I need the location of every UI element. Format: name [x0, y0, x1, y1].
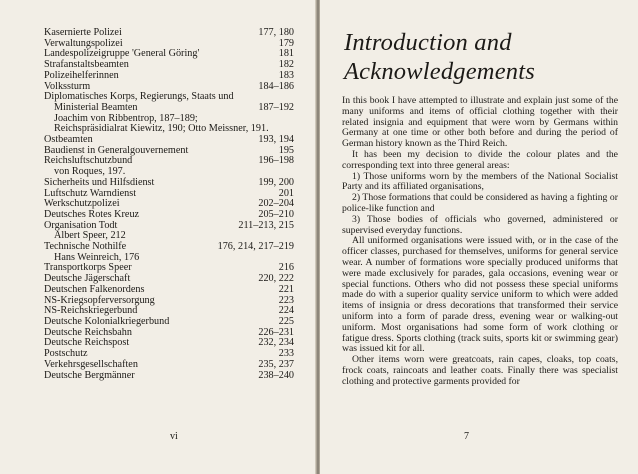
index-entry-name: Verkehrsgesellschaften [44, 358, 138, 370]
body-paragraph: 1) Those uniforms worn by the members of the National Socialist Party and its affiliated organisations, [342, 170, 618, 193]
page-number-left: vi [170, 431, 178, 442]
index-entry-pages: 226–231 [258, 326, 294, 338]
index-entry-pages: 235, 237 [258, 358, 294, 370]
index-entry-pages: 224 [278, 305, 294, 317]
index-entry-name: Transportkorps Speer [44, 262, 132, 274]
index-entry-pages: 223 [278, 294, 294, 306]
index-entry-pages: 233 [278, 348, 294, 360]
index-entry-pages: 181 [278, 48, 294, 60]
index-entry-name: Polizeihelferinnen [44, 69, 119, 81]
page-number-right: 7 [464, 431, 469, 442]
index-entry-name: Baudienst in Generalgouvernement [44, 144, 189, 156]
index-entry-name: Diplomatisches Korps, Regierungs, Staats und [44, 91, 234, 103]
index-entry-name: von Roques, 197. [54, 166, 126, 178]
body-paragraph: Other items worn were greatcoats, rain capes, cloaks, top coats, frock coats, raincoats and leather coats. Finally there was specialist clothing and protective garments provided for [342, 354, 618, 387]
index-entry-pages: 221 [278, 283, 294, 295]
index-entry-pages: 182 [278, 59, 294, 71]
index-entry-name: Deutsche Bergmänner [44, 369, 135, 381]
index-entry-pages: 216 [278, 262, 294, 274]
index-entry-pages: 225 [278, 315, 294, 327]
index-entry-name: Ostbeamten [44, 134, 93, 146]
body-text [342, 96, 618, 388]
index-entry-pages: 196–198 [258, 155, 294, 167]
index-entry-name: Luftschutz Warndienst [44, 187, 137, 199]
index-entry-pages: 176, 214, 217–219 [217, 241, 294, 253]
index-entry-name: Reichsluftschutzbund [44, 155, 133, 167]
body-paragraph: 3) Those bodies of officials who governed, administered or supervised everyday functions. [342, 213, 618, 236]
index-entry-pages: 199, 200 [258, 176, 294, 188]
index-entry-name: Technische Nothilfe [44, 241, 127, 253]
index-list [44, 28, 294, 381]
index-entry-pages: 238–240 [258, 369, 294, 381]
index-entry-name: Deutsche Jägerschaft [44, 273, 131, 285]
index-entry-pages: 202–204 [258, 198, 294, 210]
index-entry [44, 360, 294, 371]
body-paragraph: All uniformed organisations were issued with, or in the case of the officer classes, purchased for themselves, uniforms for general service wear. A number of formations wore specially produced uniforms that were made exclusively for parades, gala occasions, evening wear or special functions. Others who did not possess these special uniforms made do with a superior quality service uniform to which were added items of insignia or dress decorations that transformed their service uniform into a form of parade dress, evening wear or walking-out uniform. Most organisations had some form of work clothing or fatigue dress. Sports clothing (track suits, sports kit or swimming gear) was issued kit for all. [342, 235, 618, 355]
index-entry [44, 178, 294, 189]
index-entry-name: Kasernierte Polizei [44, 27, 122, 38]
index-entry-name: Deutsche Reichspost [44, 337, 130, 349]
index-entry-name: Strafanstaltsbeamten [44, 59, 129, 71]
index-entry-name: Verwaltungspolizei [44, 37, 123, 49]
body-paragraph: In this book I have attempted to illustrate and explain just some of the many uniforms and items of official clothing together with their related insignia and equipment that were worn by Germans within Germany at one time or other both before and during the period of German history known as the Third Reich. [342, 95, 618, 150]
index-entry-name: Deutsches Rotes Kreuz [44, 208, 140, 220]
index-entry-pages: 177, 180 [258, 27, 294, 38]
index-entry-name: NS-Kriegsopferversorgung [44, 294, 155, 306]
chapter-title-line-1: Introduction and [344, 29, 512, 56]
index-entry-pages: 220, 222 [258, 273, 294, 285]
index-entry-pages: 201 [278, 187, 294, 199]
index-entry-name: Deutsche Kolonialkriegerbund [44, 315, 170, 327]
index-entry-pages: 193, 194 [258, 134, 294, 146]
index-entry-name: Landespolizeigruppe 'General Göring' [44, 48, 200, 60]
index-entry-name: Albert Speer, 212 [54, 230, 126, 242]
index-entry-pages: 184–186 [258, 80, 294, 92]
index-entry-name: Deutschen Falkenordens [44, 283, 145, 295]
index-entry-name: Sicherheits und Hilfsdienst [44, 176, 155, 188]
index-entry-name: Werkschutzpolizei [44, 198, 120, 210]
index-entry-pages: 195 [278, 144, 294, 156]
index-entry-name: Reichspräsidialrat Kiewitz, 190; Otto Meissner, 191. [54, 123, 269, 135]
index-entry-pages: 211–213, 215 [238, 219, 294, 231]
index-entry-name: NS-Reichskriegerbund [44, 305, 138, 317]
index-entry-name: Hans Weinreich, 176 [54, 251, 140, 263]
chapter-title [344, 28, 634, 86]
index-entry [44, 371, 294, 382]
index-entry-name: Deutsche Reichsbahn [44, 326, 132, 338]
body-paragraph: 2) Those formations that could be considered as having a fighting or police-like function and [342, 192, 618, 214]
index-entry-name: Volkssturm [44, 80, 91, 92]
index-entry [44, 71, 294, 82]
index-entry-name: Postschutz [44, 348, 88, 360]
index-entry-pages: 232, 234 [258, 337, 294, 349]
index-entry-pages: 205–210 [258, 208, 294, 220]
index-entry-pages: 179 [278, 37, 294, 49]
index-entry-pages: 183 [278, 69, 294, 81]
index-entry-name: Ministerial Beamten [54, 101, 138, 113]
index-entry-pages: 187–192 [258, 101, 294, 113]
chapter-title-line-2: Acknowledgements [344, 58, 535, 85]
index-entry [44, 285, 294, 296]
body-paragraph: It has been my decision to divide the colour plates and the corresponding text into three general areas: [342, 148, 618, 171]
left-page [0, 0, 316, 474]
right-page [320, 0, 638, 474]
index-entry-name: Organisation Todt [44, 219, 118, 231]
index-entry-name: Joachim von Ribbentrop, 187–189; [54, 112, 198, 124]
